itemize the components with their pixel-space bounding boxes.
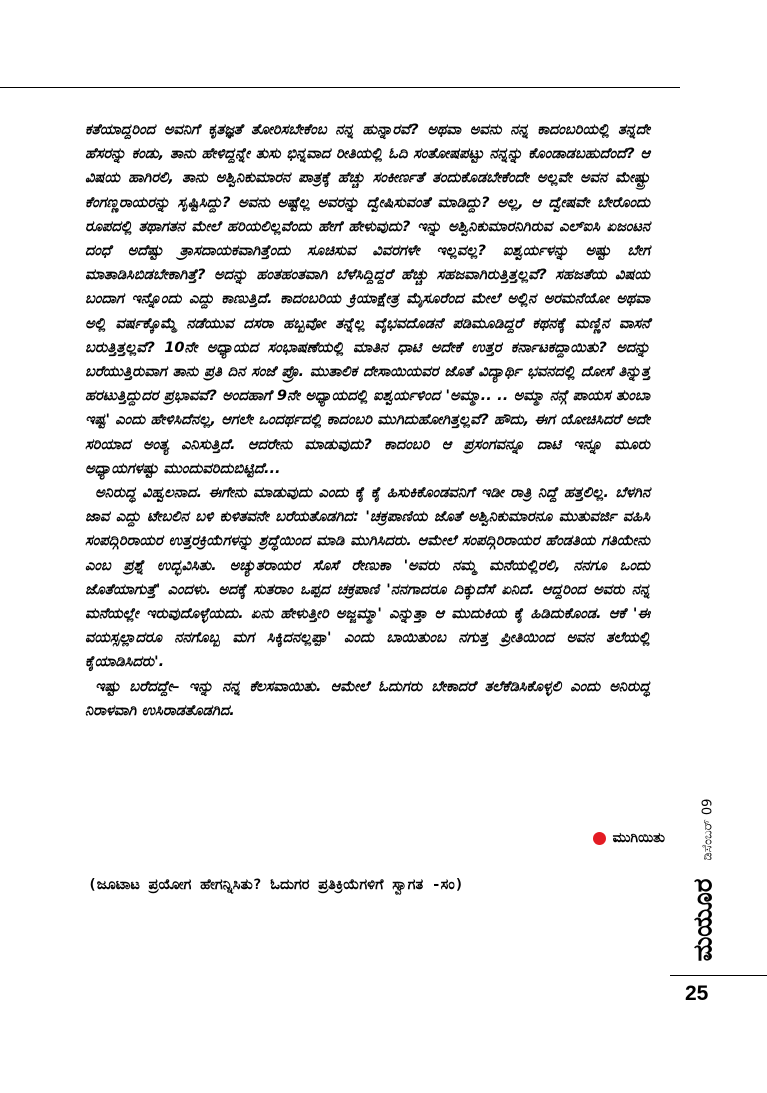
sidebar-rotated-text xyxy=(689,799,720,962)
paragraph: ಇಷ್ಟು ಬರೆದದ್ದೇ– ಇನ್ನು ನನ್ನ ಕೆಲಸವಾಯಿತು. ಆಮೇಲೆ ಓದುಗರು ಬೇಕಾದರೆ ತಲೆಕೆಡಿಸಿಕೊಳ್ಳಲಿ ಎಂದು ಅನಿರುದ್ಧ ನಿರಾಳವಾಗಿ ಉಸಿರಾಡತೊಡಗಿದ. xyxy=(85,677,650,719)
sidebar-masthead xyxy=(670,785,738,975)
sidebar-vertical xyxy=(670,785,738,975)
article-body xyxy=(85,118,650,723)
paragraph: ಕತೆಯಾದ್ದರಿಂದ ಅವನಿಗೆ ಕೃತಜ್ಞತೆ ತೋರಿಸಬೇಕೆಂಬ ನನ್ನ ಹುನ್ನಾರವೆ? ಅಥವಾ ಅವನು ನನ್ನ ಕಾದಂಬರಿಯಲ್ಲಿ ತನ್ನದೇ ಹೆಸರನ್ನು ಕಂಡು, ತಾನು ಹೇಳಿದ್ದನ್ನೇ ತುಸು ಭಿನ್ನವಾದ ರೀತಿಯಲ್ಲಿ ಓದಿ ಸಂತೋಷಪಟ್ಟು ನನ್ನನ್ನು ಕೊಂಡಾಡಬಹುದೆಂದೆ? ಆ ವಿಷಯ ಹಾಗಿರಲಿ, ತಾನು ಅಶ್ವಿನಿಕುಮಾರನ ಪಾತ್ರಕ್ಕೆ ಹೆಚ್ಚು ಸಂಕೀರ್ಣತೆ ತಂದುಕೊಡಬೇಕೆಂದೇ ಅಲ್ಲವೇ ಅವನ ಮೇಷ್ಟ್ರು ಕೆಂಗಣ್ಣರಾಯರನ್ನು ಸೃಷ್ಟಿಸಿದ್ದು? ಅವನು ಅಷ್ಟೆಲ್ಲ ಅವರನ್ನು ದ್ವೇಷಿಸುವಂತೆ ಮಾಡಿದ್ದು? ಅಲ್ಲ, ಆ ದ್ವೇಷವೇ ಬೇರೊಂದು ರೂಪದಲ್ಲಿ ತಥಾಗತನ ಮೇಲೆ ಹರಿಯಲಿಲ್ಲವೆಂದು ಹೇಗೆ ಹೇಳುವುದು? ಇನ್ನು ಅಶ್ವಿನಿಕುಮಾರನಿಗಿರುವ ಎಲ್‌ಐಸಿ ಏಜಂಟನ ದಂಧೆ ಅದೆಷ್ಟು ತ್ರಾಸದಾಯಕವಾಗಿತ್ತೆಂದು ಸೂಚಿಸುವ ವಿವರಗಳೇ ಇಲ್ಲವಲ್ಲ? ಐಶ್ವರ್ಯಳನ್ನು ಅಷ್ಟು ಬೇಗ ಮಾತಾಡಿಸಿಬಿಡಬೇಕಾಗಿತ್ತೆ? ಅದನ್ನು ಹಂತಹಂತವಾಗಿ ಬೆಳೆಸಿದ್ದಿದ್ದರೆ ಹೆಚ್ಚು ಸಹಜವಾಗಿರುತ್ತಿತ್ತಲ್ಲವೆ? ಸಹಜತೆಯ ವಿಷಯ ಬಂದಾಗ ಇನ್ನೊಂದು ಎದ್ದು ಕಾಣುತ್ತಿದೆ. ಕಾದಂಬರಿಯ ಕ್ರಿಯಾಕ್ಷೇತ್ರ ಮೈಸೂರೆಂದ ಮೇಲೆ ಅಲ್ಲಿನ ಅರಮನೆಯೋ ಅಥವಾ ಅಲ್ಲಿ ವರ್ಷಕ್ಕೊಮ್ಮೆ ನಡೆಯುವ ದಸರಾ ಹಬ್ಬವೋ ತನ್ನೆಲ್ಲ ವೈಭವದೊಡನೆ ಪಡಿಮೂಡಿದ್ದರೆ ಕಥನಕ್ಕೆ ಮಣ್ಣಿನ ವಾಸನೆ ಬರುತ್ತಿತ್ತಲ್ಲವೆ? 10ನೇ ಅಧ್ಯಾಯದ ಸಂಭಾಷಣೆಯಲ್ಲಿ ಮಾತಿನ ಧಾಟಿ ಅದೇಕೆ ಉತ್ತರ ಕರ್ನಾಟಕದ್ದಾಯಿತು? ಅದನ್ನು ಬರೆಯುತ್ತಿರುವಾಗ ತಾನು ಪ್ರತಿ ದಿನ ಸಂಜೆ ಪ್ರೊ. ಮುತಾಲಿಕ ದೇಸಾಯಿಯವರ ಜೊತೆ ವಿದ್ಯಾರ್ಥಿ ಭವನದಲ್ಲಿ ದೋಸೆ ತಿನ್ನುತ್ತ ಹರಟುತ್ತಿದ್ದುದರ ಪ್ರಭಾವವೆ? ಅಂದಹಾಗೆ 9ನೇ ಅಧ್ಯಾಯದಲ್ಲಿ ಐಶ್ವರ್ಯಳಿಂದ 'ಅಮ್ಮಾ.. .. ಅಮ್ಮಾ ನನ್ಗೆ ಪಾಯಸ ತುಂಬಾ ಇಷ್ಟ' ಎಂದು ಹೇಳಿಸಿದೆನಲ್ಲ, ಆಗಲೇ ಒಂದರ್ಥದಲ್ಲಿ ಕಾದಂಬರಿ ಮುಗಿದುಹೋಗಿತ್ತಲ್ಲವೆ? ಹೌದು, ಈಗ ಯೋಚಿಸಿದರೆ ಅದೇ ಸರಿಯಾದ ಅಂತ್ಯ ಎನಿಸುತ್ತಿದೆ. ಆದರೇನು ಮಾಡುವುದು? ಕಾದಂಬರಿ ಆ ಪ್ರಸಂಗವನ್ನೂ ದಾಟಿ ಇನ್ನೂ ಮೂರು ಅಧ್ಯಾಯಗಳಷ್ಟು ಮುಂದುವರಿದುಬಿಟ್ಟಿದೆ... xyxy=(85,121,650,477)
red-dot-icon xyxy=(593,832,606,845)
bottom-rule xyxy=(670,975,767,976)
issue-date: ಡಿಸೆಂಬರ್ 09 xyxy=(700,798,716,861)
end-marker xyxy=(593,830,665,846)
magazine-name: ಮಯೂರ xyxy=(688,878,719,962)
paragraph: ಅನಿರುದ್ಧ ವಿಹ್ವಲನಾದ. ಈಗೇನು ಮಾಡುವುದು ಎಂದು ಕೈ ಕೈ ಹಿಸುಕಿಕೊಂಡವನಿಗೆ ಇಡೀ ರಾತ್ರಿ ನಿದ್ದೆ ಹತ್ತಲಿಲ್ಲ. ಬೆಳಗಿನ ಜಾವ ಎದ್ದು ಟೇಬಲಿನ ಬಳಿ ಕುಳಿತವನೇ ಬರೆಯತೊಡಗಿದ: 'ಚಕ್ರಪಾಣಿಯ ಜೊತೆ ಅಶ್ವಿನಿಕುಮಾರನೂ ಮುತುವರ್ಜಿ ವಹಿಸಿ ಸಂಪದ್ಗಿರಿರಾಯರ ಉತ್ತರಕ್ರಿಯೆಗಳನ್ನು ಶ್ರದ್ಧೆಯಿಂದ ಮಾಡಿ ಮುಗಿಸಿದರು. ಆಮೇಲೆ ಸಂಪದ್ಗಿರಿರಾಯರ ಹೆಂಡತಿಯ ಗತಿಯೇನು ಎಂಬ ಪ್ರಶ್ನೆ ಉದ್ಭವಿಸಿತು. ಅಚ್ಯುತರಾಯರ ಸೊಸೆ ರೇಣುಕಾ 'ಅವರು ನಮ್ಮ ಮನೆಯಲ್ಲಿರಲಿ, ನನಗೂ ಒಂದು ಜೊತೆಯಾಗುತ್ತೆ' ಎಂದಳು. ಅದಕ್ಕೆ ಸುತರಾಂ ಒಪ್ಪದ ಚಕ್ರಪಾಣಿ 'ನನಗಾದರೂ ದಿಕ್ಕುದೆಸೆ ಏನಿದೆ. ಆದ್ದರಿಂದ ಅವರು ನನ್ನ ಮನೆಯಲ್ಲೇ ಇರುವುದೊಳ್ಳೆಯದು. ಏನು ಹೇಳುತ್ತೀರಿ ಅಜ್ಜಮ್ಮಾ' ಎನ್ನುತ್ತಾ ಆ ಮುದುಕಿಯ ಕೈ ಹಿಡಿದುಕೊಂಡ. ಆಕೆ 'ಈ ವಯಸ್ಸಲ್ಲಾದರೂ ನನಗೊಬ್ಬ ಮಗ ಸಿಕ್ಕಿದನಲ್ಲಪ್ಪಾ' ಎಂದು ಬಾಯಿತುಂಬ ನಗುತ್ತ ಪ್ರೀತಿಯಿಂದ ಅವನ ತಲೆಯಲ್ಲಿ ಕೈಯಾಡಿಸಿದರು'. xyxy=(85,484,650,671)
end-label: ಮುಗಿಯಿತು xyxy=(612,830,665,846)
editor-note: (ಜೂಟಾಟ ಪ್ರಯೋಗ ಹೇಗನ್ನಿಸಿತು? ಓದುಗರ ಪ್ರತಿಕ್ರಿಯೆಗಳಿಗೆ ಸ್ವಾಗತ -ಸಂ) xyxy=(88,877,464,893)
page-number: 25 xyxy=(685,982,709,1005)
top-rule xyxy=(0,87,680,88)
